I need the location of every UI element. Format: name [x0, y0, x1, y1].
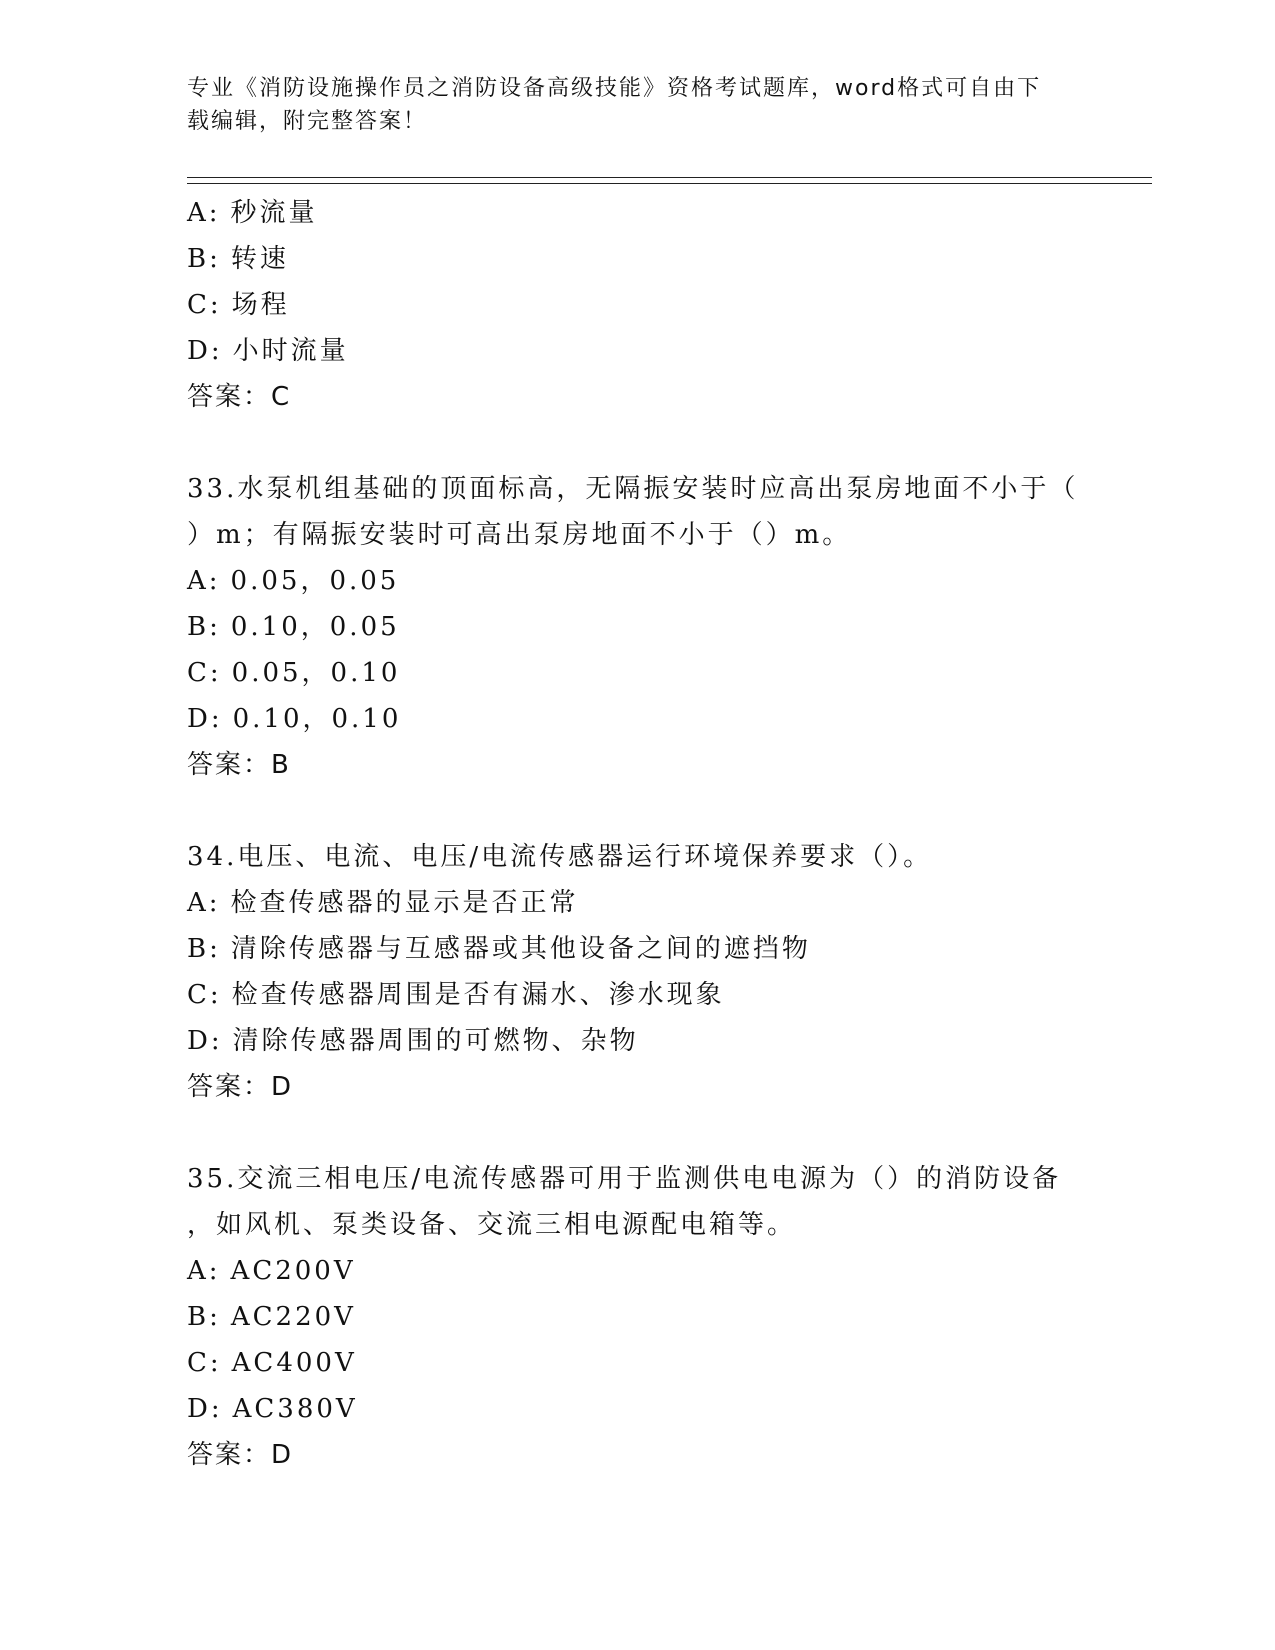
- q34-option-d: D: 清除传感器周围的可燃物、杂物: [187, 1026, 639, 1056]
- q33-option-d: D: 0.10，0.10: [187, 704, 402, 734]
- q35-stem: 35.交流三相电压/电流传感器可用于监测供电电源为（）的消防设备 ，如风机、泵类设备、交流三相电源配电箱等。: [187, 1164, 1062, 1240]
- q32-option-b: B: 转速: [187, 244, 289, 274]
- q33-option-b: B: 0.10，0.05: [187, 612, 400, 642]
- question-34: [187, 834, 1117, 1110]
- q35-option-c: C: AC400V: [187, 1348, 357, 1378]
- q33-answer: 答案：B: [187, 750, 291, 780]
- header-line-2: 载编辑，附完整答案！: [187, 109, 428, 134]
- q33-stem: 33.水泵机组基础的顶面标高，无隔振安装时应高出泵房地面不小于（ ）m；有隔振安装时可高出泵房地面不小于（）m。: [187, 474, 1079, 550]
- question-content: [187, 190, 1117, 1478]
- q34-stem: 34.电压、电流、电压/电流传感器运行环境保养要求（）。: [187, 842, 933, 872]
- q32-option-a: A: 秒流量: [187, 198, 318, 228]
- document-header: [187, 72, 1087, 138]
- q32-option-d: D: 小时流量: [187, 336, 349, 366]
- header-line-1: 专业《消防设施操作员之消防设备高级技能》资格考试题库，word格式可自由下: [187, 76, 1042, 101]
- q35-answer: 答案：D: [187, 1440, 294, 1470]
- question-32: [187, 190, 1117, 420]
- q32-answer: 答案：C: [187, 382, 292, 412]
- q34-option-b: B: 清除传感器与互感器或其他设备之间的遮挡物: [187, 934, 811, 964]
- header-rule-bottom: [187, 183, 1152, 184]
- question-35: [187, 1156, 1117, 1478]
- q34-option-a: A: 检查传感器的显示是否正常: [187, 888, 579, 918]
- q34-answer: 答案：D: [187, 1072, 294, 1102]
- q35-option-d: D: AC380V: [187, 1394, 358, 1424]
- q33-option-c: C: 0.05，0.10: [187, 658, 401, 688]
- q35-option-a: A: AC200V: [187, 1256, 356, 1286]
- question-33: [187, 466, 1117, 788]
- header-rule-top: [187, 177, 1152, 178]
- q33-option-a: A: 0.05，0.05: [187, 566, 400, 596]
- q32-option-c: C: 场程: [187, 290, 290, 320]
- q35-option-b: B: AC220V: [187, 1302, 356, 1332]
- q34-option-c: C: 检查传感器周围是否有漏水、渗水现象: [187, 980, 725, 1010]
